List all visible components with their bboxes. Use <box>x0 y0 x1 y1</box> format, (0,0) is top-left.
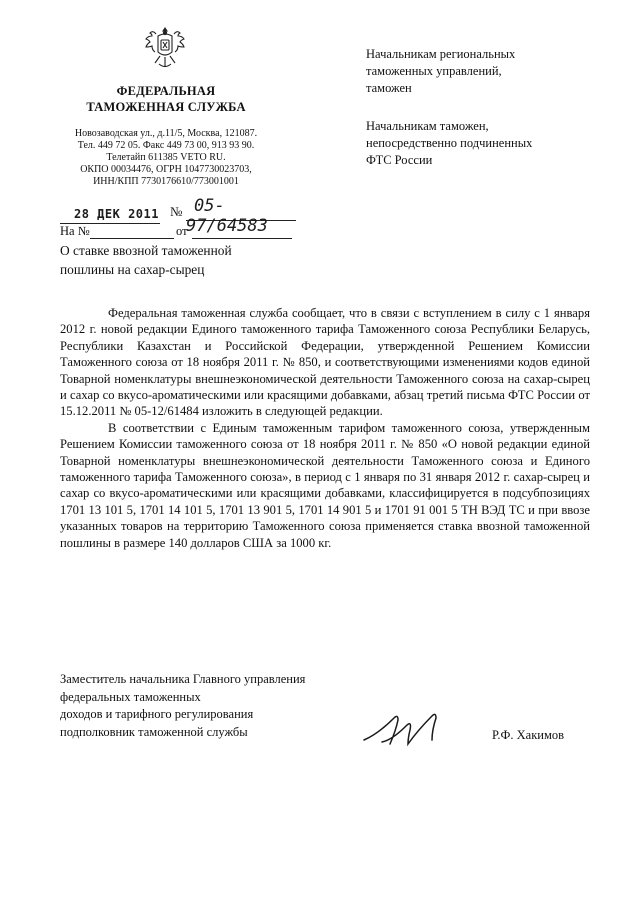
body-paragraph: Федеральная таможенная служба сообщает, что в связи с вступлением в силу с 1 января 2012 г. новой редакции Единого таможенного тарифа Таможенного союза Республики Беларусь, Республики Казахстан и Российской Федерации, утвержденной Решением Комиссии Таможенного союза от 18 ноября 2011 г. № 850, и соответствующими изменениями кодов единой Товарной номенклатуры внешнеэкономической деятельности Таможенного союза на сахар-сырец и сахар со вкусо-ароматическими или красящими добавками, абзац третий письма ФТС России от 15.12.2011 № 05-12/61484 изложить в следующей редакции. <box>60 306 590 419</box>
recipient-block-regional <box>366 46 616 97</box>
registration-number: 05-97/64583 <box>186 196 268 236</box>
coat-of-arms-emblem <box>144 24 186 72</box>
signatory-name: Р.Ф. Хакимов <box>492 728 565 742</box>
number-label: № <box>170 204 183 219</box>
sender-org-name-line1: ФЕДЕРАЛЬНАЯ <box>116 84 216 98</box>
signatory-title-line: Заместитель начальника Главного управления <box>60 672 306 686</box>
recipient-line: ФТС России <box>366 153 433 167</box>
ref-number-label: На № <box>60 224 90 238</box>
date-field <box>60 205 160 224</box>
recipient-block-direct <box>366 118 616 169</box>
sender-address-line: Новозаводская ул., д.11/5, Москва, 121087. <box>74 128 258 139</box>
sender-okpo-line: ОКПО 00034476, ОГРН 1047730023703, <box>80 164 252 175</box>
handwritten-signature <box>360 706 466 750</box>
signatory-title-line: федеральных таможенных <box>60 689 201 704</box>
ref-date-blank <box>192 238 292 239</box>
sender-phone-line: Тел. 449 72 05. Факс 449 73 00, 913 93 90. <box>77 140 255 151</box>
recipient-line: таможенных управлений, <box>366 64 502 78</box>
recipient-line: Начальникам региональных <box>366 47 516 61</box>
signatory-title-line: доходов и тарифного регулирования <box>60 707 254 722</box>
letter-body <box>60 305 590 551</box>
recipient-line: Начальникам таможен, <box>366 119 489 133</box>
letter-subject <box>60 241 232 279</box>
ref-number-blank <box>90 238 174 239</box>
sender-inn-line: ИНН/КПП 7730176610/773001001 <box>93 176 239 187</box>
sender-org-name-line2: ТАМОЖЕННАЯ СЛУЖБА <box>86 100 246 114</box>
ref-from-label: от <box>176 224 188 238</box>
body-paragraph: В соответствии с Единым таможенным тарифом таможенного союза, утвержденным Решением Комиссии таможенного союза от 18 ноября 2011 г. № 850 «О новой редакции единой Товарной номенклатуры внешнеэкономической деятельности Таможенного союза и Единого таможенного тарифа Таможенного союза», в период с 1 января по 31 января 2012 г. сахар-сырец и сахар со вкусо-ароматическими или красящими добавками, классифицируется в подсубпозициях 1701 13 101 5, 1701 14 101 5, 1701 13 901 5, 1701 14 901 5 и 1701 91 001 5 ТН ВЭД ТС и при ввозе указанных товаров на территорию Таможенного союза применяется ставка ввозной таможенной пошлины в размере 140 долларов США за 1000 кг. <box>60 420 590 550</box>
signatory-title <box>60 671 305 741</box>
signatory-title-line: подполковник таможенной службы <box>60 724 248 739</box>
sender-teletype-line: Телетайп 611385 VETO RU. <box>106 152 226 163</box>
number-field <box>186 196 296 236</box>
recipient-line: таможен <box>366 81 412 95</box>
subject-line: пошлины на сахар-сырец <box>60 262 205 277</box>
subject-line: О ставке ввозной таможенной <box>60 243 232 258</box>
recipient-line: непосредственно подчиненных <box>366 136 533 150</box>
registration-date: 28 ДЕК 2011 <box>74 207 159 221</box>
